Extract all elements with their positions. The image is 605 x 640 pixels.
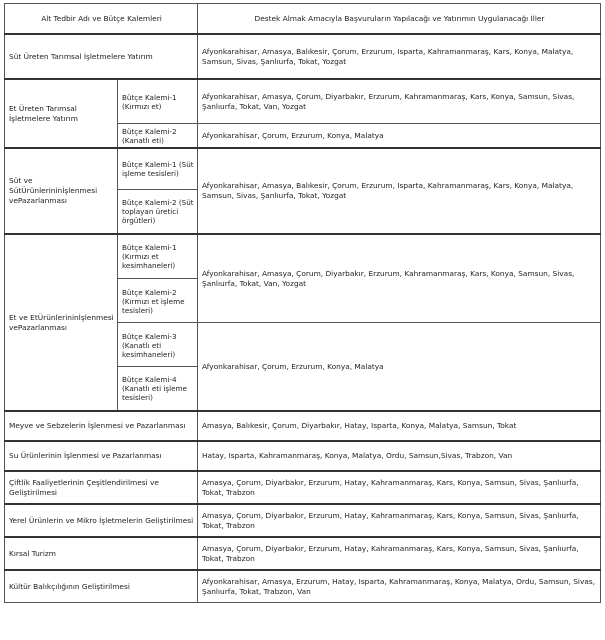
provinces-cell: Afyonkarahisar, Çorum, Erzurum, Konya, Malatya (198, 323, 601, 411)
table-row (5, 537, 601, 570)
header-provinces: Destek Almak Amacıyla Başvuruların Yapılacağı ve Yatırımın Uygulanacağı İller (198, 4, 601, 34)
provinces-cell: Amasya, Çorum, Diyarbakır, Erzurum, Hatay, Kahramanmaraş, Kars, Konya, Samsun, Sivas, Şanlıurfa, Tokat, Trabzon (198, 471, 601, 504)
budget-item-cell: Bütçe Kalemi-2 (Kırmızı et işleme tesisleri) (118, 279, 198, 323)
budget-item-cell: Bütçe Kalemi-1 (Süt işleme tesisleri) (118, 148, 198, 190)
table-row (5, 441, 601, 471)
measure-cell: Meyve ve Sebzelerin İşlenmesi ve Pazarlanması (5, 411, 198, 441)
budget-item-cell: Bütçe Kalemi-2 (Süt toplayan üretici örgütleri) (118, 190, 198, 234)
table-row (5, 504, 601, 537)
budget-item-cell: Bütçe Kalemi-2 (Kanatlı eti) (118, 124, 198, 148)
table-row (5, 79, 601, 124)
measure-cell: Et Üreten Tarımsal İşletmelere Yatırım (5, 79, 118, 148)
measure-cell: Çiftlik Faaliyetlerinin Çeşitlendirilmesi ve Geliştirilmesi (5, 471, 198, 504)
provinces-cell: Afyonkarahisar, Amasya, Erzurum, Hatay, Isparta, Kahramanmaraş, Konya, Malatya, Ordu, Samsun, Sivas, Şanlıurfa, Tokat, Trabzon, Van (198, 570, 601, 603)
provinces-cell: Amasya, Çorum, Diyarbakır, Erzurum, Hatay, Kahramanmaraş, Kars, Konya, Samsun, Sivas, Şanlıurfa, Tokat, Trabzon (198, 504, 601, 537)
provinces-cell: Afyonkarahisar, Amasya, Çorum, Diyarbakır, Erzurum, Kahramanmaraş, Kars, Konya, Samsun, Sivas, Şanlıurfa, Tokat, Van, Yozgat (198, 234, 601, 323)
measure-cell: Süt Üreten Tarımsal İşletmelere Yatırım (5, 34, 198, 79)
table-row (5, 411, 601, 441)
measure-cell: Et ve EtÜrünlerininİşlenmesi vePazarlanması (5, 234, 118, 411)
measure-cell: Süt ve SütÜrünlerininİşlenmesi vePazarlanması (5, 148, 118, 234)
measure-cell: Kültür Balıkçılığının Geliştirilmesi (5, 570, 198, 603)
measures-table (4, 3, 601, 603)
table-row (5, 471, 601, 504)
provinces-cell: Hatay, Isparta, Kahramanmaraş, Konya, Malatya, Ordu, Samsun,Sivas, Trabzon, Van (198, 441, 601, 471)
table-row (5, 148, 601, 190)
provinces-cell: Afyonkarahisar, Amasya, Balıkesir, Çorum, Erzurum, Isparta, Kahramanmaraş, Kars, Konya, Malatya, Samsun, Sivas, Şanlıurfa, Tokat, Yozgat (198, 34, 601, 79)
measure-cell: Kırsal Turizm (5, 537, 198, 570)
table-row (5, 570, 601, 603)
provinces-cell: Afyonkarahisar, Çorum, Erzurum, Konya, Malatya (198, 124, 601, 148)
budget-item-cell: Bütçe Kalemi-1 (Kırmızı et kesimhaneleri) (118, 234, 198, 279)
table-row (5, 234, 601, 279)
provinces-cell: Afyonkarahisar, Amasya, Balıkesir, Çorum, Erzurum, Isparta, Kahramanmaraş, Kars, Konya, Malatya, Samsun, Sivas, Şanlıurfa, Tokat, Yozgat (198, 148, 601, 234)
provinces-cell: Afyonkarahisar, Amasya, Çorum, Diyarbakır, Erzurum, Kahramanmaraş, Kars, Konya, Samsun, Sivas, Şanlıurfa, Tokat, Van, Yozgat (198, 79, 601, 124)
provinces-cell: Amasya, Çorum, Diyarbakır, Erzurum, Hatay, Kahramanmaraş, Kars, Konya, Samsun, Sivas, Şanlıurfa, Tokat, Trabzon (198, 537, 601, 570)
header-row (5, 4, 601, 34)
measure-cell: Yerel Ürünlerin ve Mikro İşletmelerin Geliştirilmesi (5, 504, 198, 537)
budget-item-cell: Bütçe Kalemi-4 (Kanatlı eti işleme tesisleri) (118, 367, 198, 411)
budget-item-cell: Bütçe Kalemi-1 (Kırmızı et) (118, 79, 198, 124)
table-row (5, 34, 601, 79)
measure-cell: Su Ürünlerinin İşlenmesi ve Pazarlanması (5, 441, 198, 471)
budget-item-cell: Bütçe Kalemi-3 (Kanatlı eti kesimhaneleri) (118, 323, 198, 367)
header-measure: Alt Tedbir Adı ve Bütçe Kalemleri (5, 4, 198, 34)
provinces-cell: Amasya, Balıkesir, Çorum, Diyarbakır, Hatay, Isparta, Konya, Malatya, Samsun, Tokat (198, 411, 601, 441)
